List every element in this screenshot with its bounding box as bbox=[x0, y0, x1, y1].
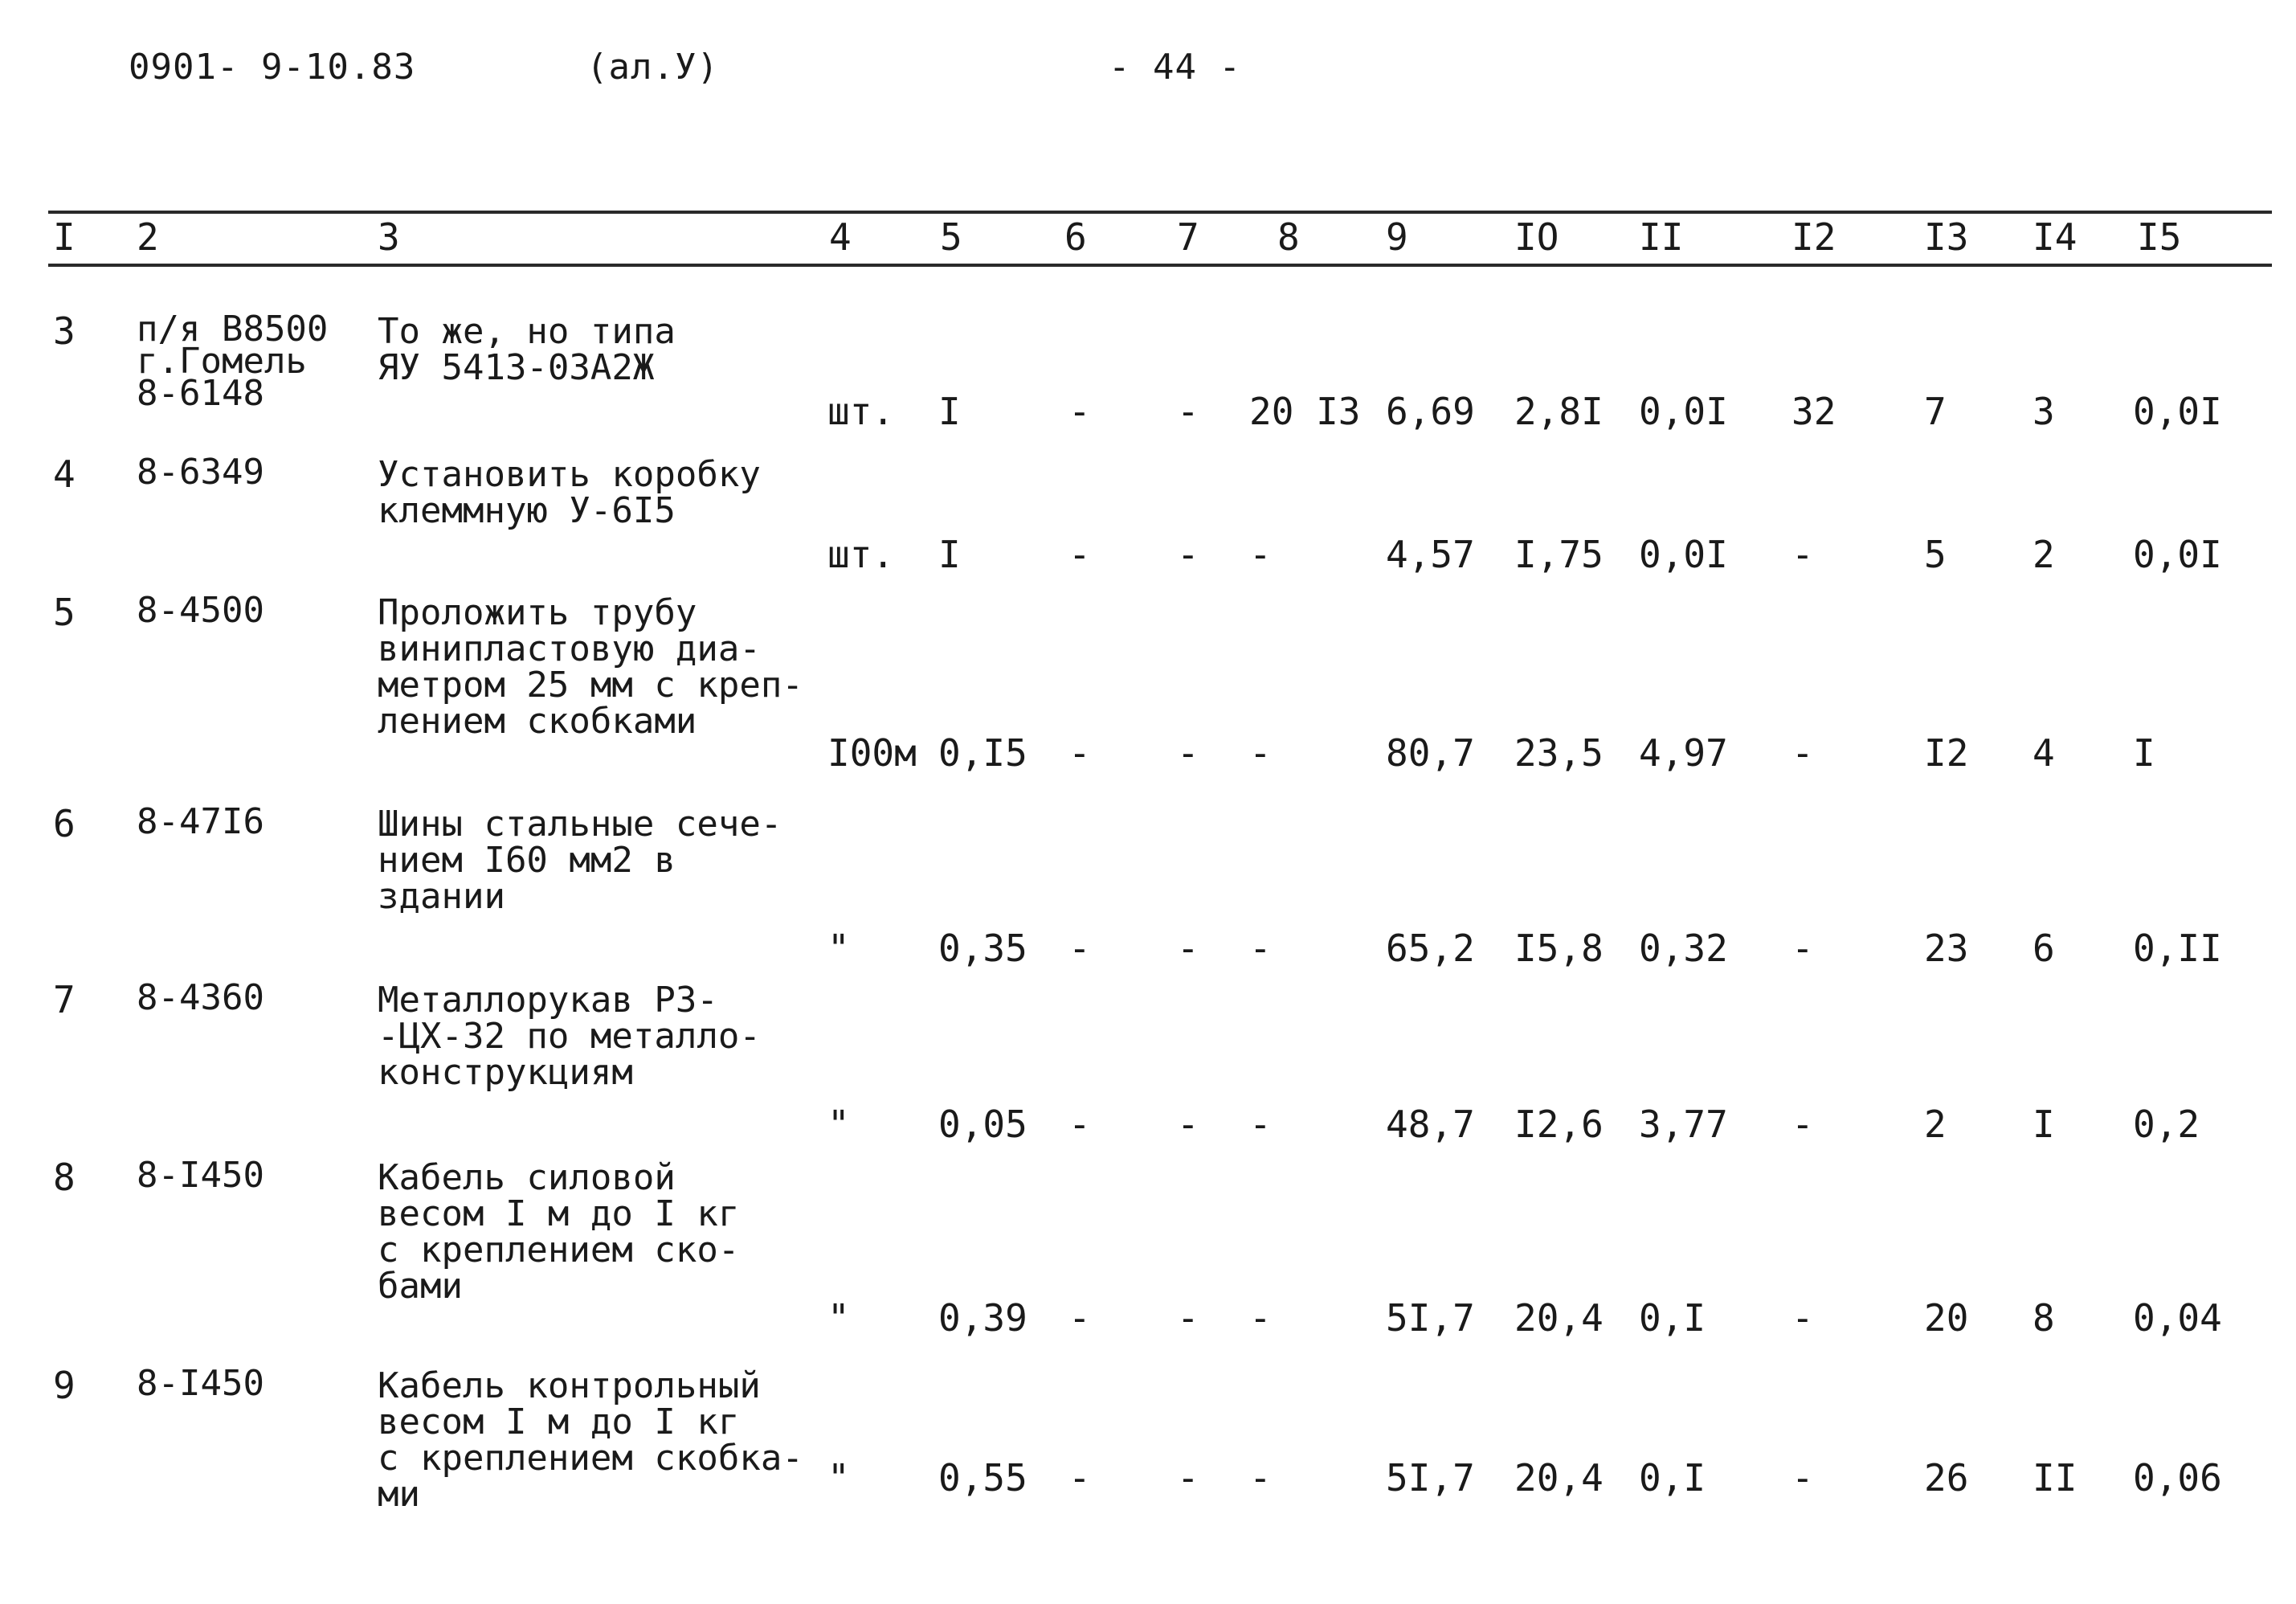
quantity-cell: 0,35 bbox=[938, 927, 1027, 970]
col11-cell: 0,32 bbox=[1639, 927, 1728, 970]
price-code-cell: 8-I450 bbox=[137, 1363, 264, 1404]
document-variant: (ал.У) bbox=[586, 47, 719, 88]
col8-cell: - bbox=[1249, 1296, 1272, 1340]
description-cell: То же, но типа ЯУ 5413-03А2Ж bbox=[378, 311, 676, 388]
col13-cell: 7 bbox=[1924, 390, 1947, 433]
table-row bbox=[0, 452, 2296, 576]
col15-cell: 0,2 bbox=[2133, 1103, 2200, 1146]
col14-cell: 8 bbox=[2032, 1296, 2055, 1340]
col13-cell: 23 bbox=[1924, 927, 1969, 970]
unit-cell: шт. bbox=[827, 533, 895, 576]
col9-cell: 5I,7 bbox=[1386, 1456, 1475, 1500]
col6-cell: - bbox=[1068, 1103, 1091, 1146]
col7-cell: - bbox=[1177, 927, 1199, 970]
row-number-cell: 3 bbox=[53, 309, 76, 353]
col8-cell: - bbox=[1249, 1456, 1272, 1500]
col9-cell: 80,7 bbox=[1386, 731, 1475, 775]
table-row bbox=[0, 977, 2296, 1146]
price-code-cell: 8-6349 bbox=[137, 452, 264, 493]
col9-cell: 65,2 bbox=[1386, 927, 1475, 970]
column-header: 5 bbox=[940, 215, 962, 259]
table-row bbox=[0, 1363, 2296, 1515]
col7-cell: - bbox=[1177, 1103, 1199, 1146]
col6-cell: - bbox=[1068, 533, 1091, 576]
column-header: II bbox=[1639, 215, 1684, 259]
description-cell: Кабель контрольный весом I м до I кг с креплением скобка- ми bbox=[378, 1365, 803, 1515]
description-cell: Шины стальные сече- нием I60 мм2 в здании bbox=[378, 804, 782, 917]
col8-cell: 20 I3 bbox=[1249, 390, 1361, 433]
quantity-cell: I bbox=[938, 533, 961, 576]
column-header: IO bbox=[1514, 215, 1559, 259]
unit-cell: I00м bbox=[827, 731, 917, 775]
col7-cell: - bbox=[1177, 1296, 1199, 1340]
description-cell: Кабель силовой весом I м до I кг с креплением ско- бами bbox=[378, 1157, 740, 1307]
table-row bbox=[0, 590, 2296, 775]
col15-cell: 0,0I bbox=[2133, 390, 2222, 433]
price-code-cell: 8-47I6 bbox=[137, 801, 264, 842]
column-header: 3 bbox=[378, 215, 400, 259]
price-code-cell: 8-4360 bbox=[137, 977, 264, 1018]
col7-cell: - bbox=[1177, 533, 1199, 576]
col13-cell: 5 bbox=[1924, 533, 1947, 576]
page-number: - 44 - bbox=[1109, 47, 1241, 88]
col6-cell: - bbox=[1068, 390, 1091, 433]
col8-cell: - bbox=[1249, 1103, 1272, 1146]
col11-cell: 0,0I bbox=[1639, 533, 1728, 576]
col6-cell: - bbox=[1068, 731, 1091, 775]
col13-cell: I2 bbox=[1924, 731, 1969, 775]
unit-cell: шт. bbox=[827, 390, 895, 433]
table-top-rule bbox=[48, 211, 2272, 214]
col7-cell: - bbox=[1177, 731, 1199, 775]
col10-cell: 20,4 bbox=[1514, 1296, 1604, 1340]
col11-cell: 0,I bbox=[1639, 1296, 1706, 1340]
col10-cell: I,75 bbox=[1514, 533, 1604, 576]
row-number-cell: 5 bbox=[53, 591, 76, 634]
col14-cell: 6 bbox=[2032, 927, 2055, 970]
col6-cell: - bbox=[1068, 1456, 1091, 1500]
col11-cell: 0,0I bbox=[1639, 390, 1728, 433]
col15-cell: 0,06 bbox=[2133, 1456, 2222, 1500]
col11-cell: 4,97 bbox=[1639, 731, 1728, 775]
quantity-cell: 0,39 bbox=[938, 1296, 1027, 1340]
col10-cell: I5,8 bbox=[1514, 927, 1604, 970]
col7-cell: - bbox=[1177, 390, 1199, 433]
column-header: I2 bbox=[1791, 215, 1836, 259]
unit-cell: " bbox=[827, 1296, 850, 1340]
col12-cell: - bbox=[1791, 1456, 1814, 1500]
col9-cell: 4,57 bbox=[1386, 533, 1475, 576]
col13-cell: 2 bbox=[1924, 1103, 1947, 1146]
unit-cell: " bbox=[827, 927, 850, 970]
row-number-cell: 6 bbox=[53, 802, 76, 845]
col12-cell: - bbox=[1791, 1103, 1814, 1146]
col7-cell: - bbox=[1177, 1456, 1199, 1500]
col8-cell: - bbox=[1249, 533, 1272, 576]
quantity-cell: 0,55 bbox=[938, 1456, 1027, 1500]
col6-cell: - bbox=[1068, 1296, 1091, 1340]
col9-cell: 6,69 bbox=[1386, 390, 1475, 433]
column-header: 6 bbox=[1064, 215, 1087, 259]
description-cell: Проложить трубу винипластовую диа- метром 25 мм с креп- лением скобками bbox=[378, 592, 803, 742]
column-header: 2 bbox=[137, 215, 159, 259]
quantity-cell: 0,I5 bbox=[938, 731, 1027, 775]
table-row bbox=[0, 1155, 2296, 1340]
col10-cell: 2,8I bbox=[1514, 390, 1604, 433]
col14-cell: 3 bbox=[2032, 390, 2055, 433]
col15-cell: I bbox=[2133, 731, 2155, 775]
column-header: I3 bbox=[1924, 215, 1969, 259]
col8-cell: - bbox=[1249, 731, 1272, 775]
col10-cell: I2,6 bbox=[1514, 1103, 1604, 1146]
column-header: 4 bbox=[829, 215, 852, 259]
col12-cell: 32 bbox=[1791, 390, 1836, 433]
description-cell: Установить коробку клеммную У-6I5 bbox=[378, 454, 761, 531]
col6-cell: - bbox=[1068, 927, 1091, 970]
column-header: I bbox=[53, 215, 76, 259]
column-header: 7 bbox=[1177, 215, 1199, 259]
column-header: I4 bbox=[2032, 215, 2077, 259]
document-code: 0901- 9-10.83 bbox=[129, 47, 416, 88]
row-number-cell: 8 bbox=[53, 1156, 76, 1199]
col10-cell: 20,4 bbox=[1514, 1456, 1604, 1500]
col13-cell: 26 bbox=[1924, 1456, 1969, 1500]
col15-cell: 0,04 bbox=[2133, 1296, 2222, 1340]
price-code-cell: 8-I450 bbox=[137, 1155, 264, 1196]
quantity-cell: I bbox=[938, 390, 961, 433]
column-header: 9 bbox=[1386, 215, 1408, 259]
price-code-cell: 8-4500 bbox=[137, 590, 264, 631]
col11-cell: 0,I bbox=[1639, 1456, 1706, 1500]
col15-cell: 0,II bbox=[2133, 927, 2222, 970]
col9-cell: 5I,7 bbox=[1386, 1296, 1475, 1340]
unit-cell: " bbox=[827, 1456, 850, 1500]
col12-cell: - bbox=[1791, 927, 1814, 970]
col13-cell: 20 bbox=[1924, 1296, 1969, 1340]
row-number-cell: 7 bbox=[53, 978, 76, 1021]
column-header: 8 bbox=[1277, 215, 1300, 259]
col10-cell: 23,5 bbox=[1514, 731, 1604, 775]
price-code-cell: п/я В8500 г.Гомель 8-6148 bbox=[137, 309, 329, 414]
col9-cell: 48,7 bbox=[1386, 1103, 1475, 1146]
row-number-cell: 9 bbox=[53, 1364, 76, 1407]
quantity-cell: 0,05 bbox=[938, 1103, 1027, 1146]
row-number-cell: 4 bbox=[53, 452, 76, 496]
col14-cell: II bbox=[2032, 1456, 2077, 1500]
col11-cell: 3,77 bbox=[1639, 1103, 1728, 1146]
col8-cell: - bbox=[1249, 927, 1272, 970]
description-cell: Металлорукав РЗ- -ЦХ-32 по металло- конструкциям bbox=[378, 980, 761, 1093]
column-header: I5 bbox=[2137, 215, 2182, 259]
table-row bbox=[0, 309, 2296, 433]
col14-cell: 2 bbox=[2032, 533, 2055, 576]
col14-cell: I bbox=[2032, 1103, 2055, 1146]
table-header-rule bbox=[48, 264, 2272, 267]
col14-cell: 4 bbox=[2032, 731, 2055, 775]
col12-cell: - bbox=[1791, 533, 1814, 576]
unit-cell: " bbox=[827, 1103, 850, 1146]
col12-cell: - bbox=[1791, 731, 1814, 775]
col15-cell: 0,0I bbox=[2133, 533, 2222, 576]
table-row bbox=[0, 801, 2296, 970]
col12-cell: - bbox=[1791, 1296, 1814, 1340]
